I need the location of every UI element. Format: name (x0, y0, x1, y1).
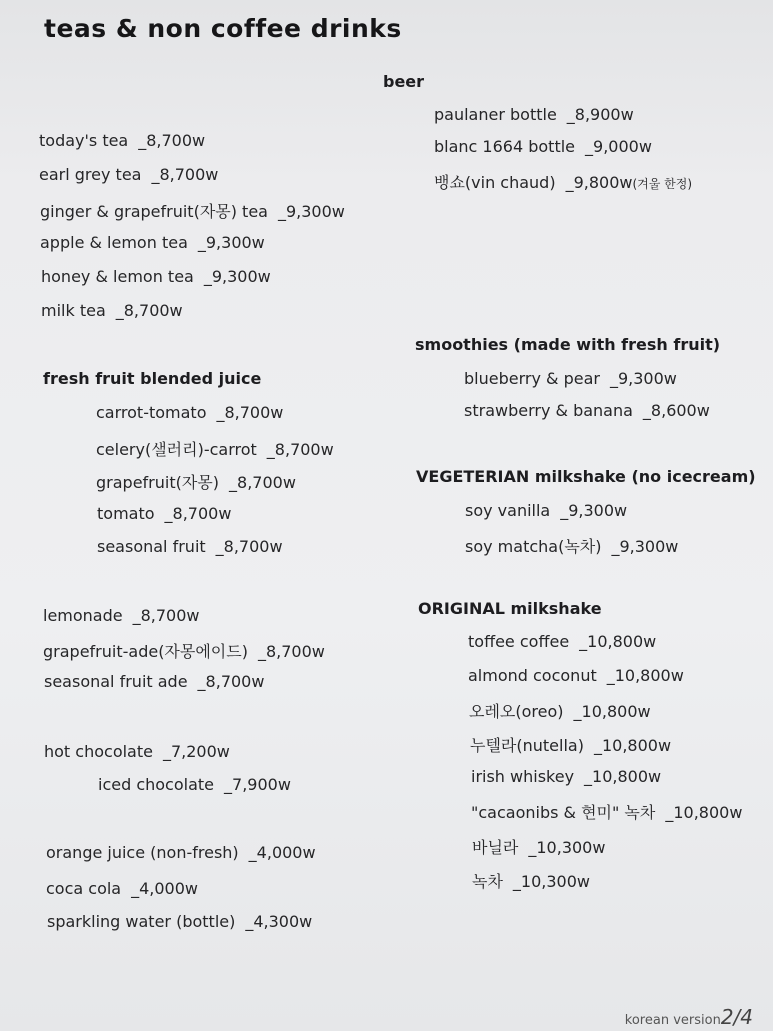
menu-item: earl grey tea _8,700w (39, 165, 219, 184)
menu-item: 녹차 _10,300w (472, 872, 590, 891)
section-header-smoothies: smoothies (made with fresh fruit) (415, 335, 721, 354)
menu-item: 누텔라(nutella) _10,800w (470, 736, 672, 755)
menu-item: 뱅쇼(vin chaud) _9,800w(겨울 한정) (434, 173, 693, 192)
page-footer (625, 1005, 753, 1029)
menu-item: seasonal fruit ade _8,700w (44, 672, 265, 691)
menu-item: lemonade _8,700w (43, 606, 200, 625)
menu-item: blanc 1664 bottle _9,000w (434, 137, 652, 156)
menu-item: grapefruit-ade(자몽에이드) _8,700w (43, 642, 325, 661)
section-header-original-milkshake: ORIGINAL milkshake (418, 599, 602, 618)
menu-item: honey & lemon tea _9,300w (41, 267, 271, 286)
menu-item: 바닐라 _10,300w (472, 838, 606, 857)
menu-item: celery(샐러리)-carrot _8,700w (96, 440, 334, 459)
section-header-veg-milkshake: VEGETERIAN milkshake (no icecream) (416, 467, 756, 486)
section-header-beer: beer (383, 72, 425, 91)
menu-item: apple & lemon tea _9,300w (40, 233, 265, 252)
menu-item: blueberry & pear _9,300w (464, 369, 677, 388)
menu-item: grapefruit(자몽) _8,700w (96, 473, 296, 492)
page-number: 2/4 (720, 1005, 753, 1029)
menu-item: 오레오(oreo) _10,800w (469, 702, 651, 721)
menu-item: strawberry & banana _8,600w (464, 401, 710, 420)
menu-item: today's tea _8,700w (39, 131, 206, 150)
menu-item: paulaner bottle _8,900w (434, 105, 634, 124)
menu-item: iced chocolate _7,900w (98, 775, 291, 794)
menu-item: ginger & grapefruit(자몽) tea _9,300w (40, 202, 345, 221)
menu-item: soy matcha(녹차) _9,300w (465, 537, 679, 556)
menu-item: tomato _8,700w (97, 504, 232, 523)
version-label: korean version (624, 1013, 721, 1028)
menu-item: milk tea _8,700w (41, 301, 183, 320)
menu-item: soy vanilla _9,300w (465, 501, 628, 520)
menu-item: seasonal fruit _8,700w (97, 537, 283, 556)
menu-item: sparkling water (bottle) _4,300w (47, 912, 313, 931)
menu-item: toffee coffee _10,800w (468, 632, 657, 651)
menu-item: almond coconut _10,800w (468, 666, 684, 685)
menu-item: carrot-tomato _8,700w (96, 403, 284, 422)
menu-item: hot chocolate _7,200w (44, 742, 230, 761)
page-title: teas & non coffee drinks (44, 14, 402, 43)
menu-item: "cacaonibs & 현미" 녹차 _10,800w (471, 803, 743, 822)
section-header-juice: fresh fruit blended juice (43, 369, 262, 388)
menu-item: coca cola _4,000w (46, 879, 198, 898)
menu-item: orange juice (non-fresh) _4,000w (46, 843, 316, 862)
menu-item: irish whiskey _10,800w (471, 767, 662, 786)
